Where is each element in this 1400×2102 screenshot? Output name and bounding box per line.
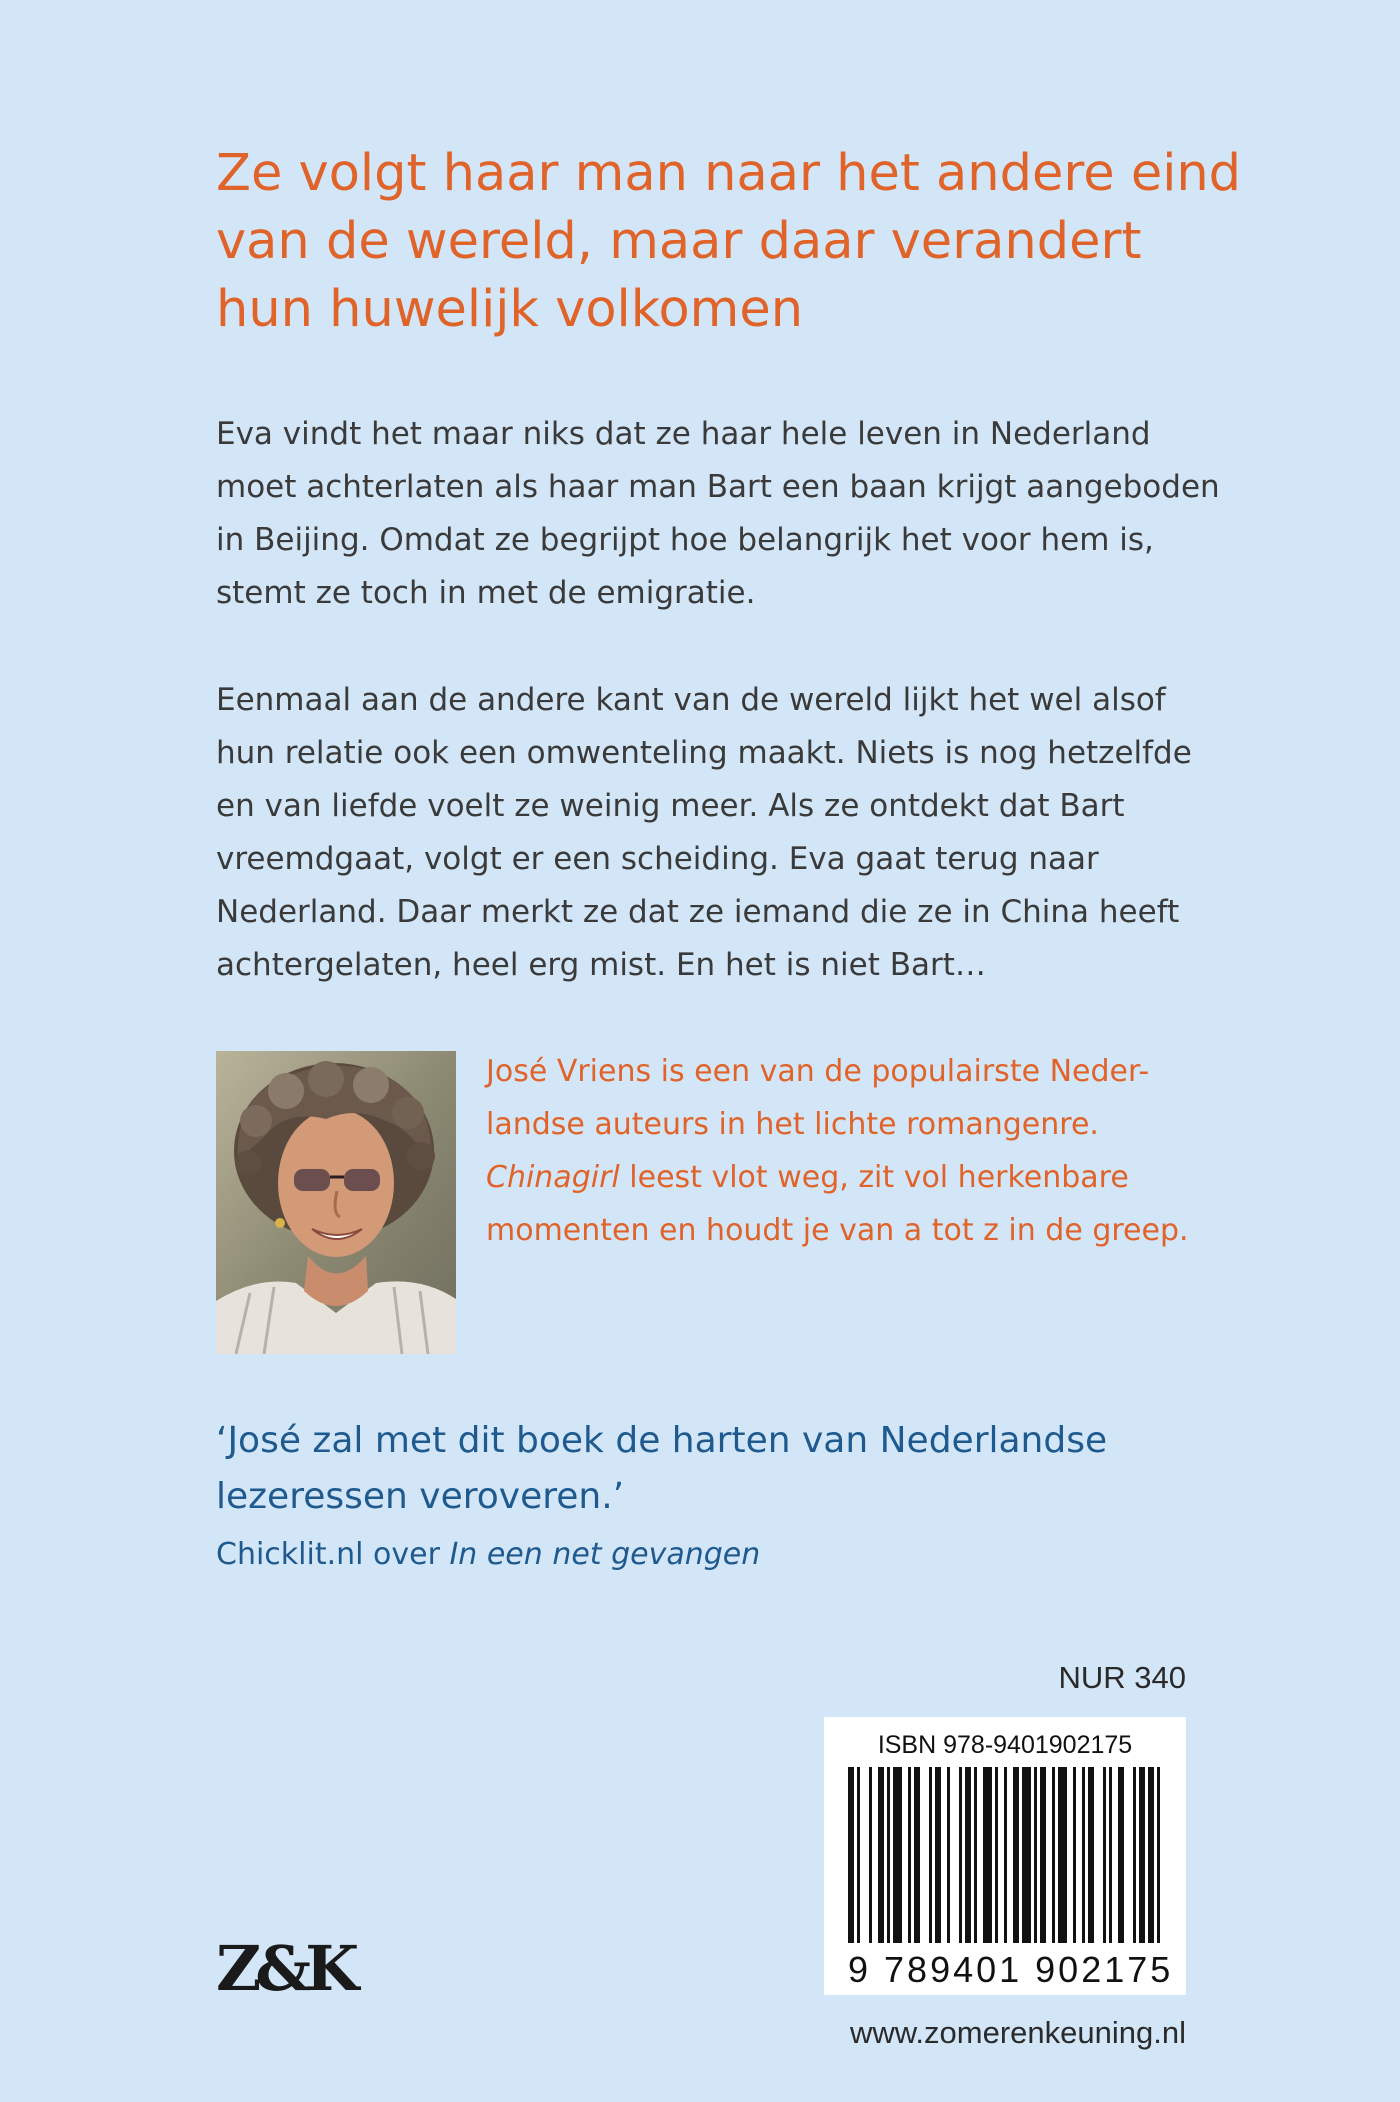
barcode-bar [857,1767,860,1943]
barcode-bar [908,1767,911,1943]
nur-code: NUR 340 [1058,1660,1186,1695]
barcode-bar [869,1767,872,1943]
isbn-number: ISBN 978-9401902175 [877,1731,1133,1759]
blurb-line: hun relatie ook een omwenteling maakt. Niets is nog hetzelfde [216,735,1192,771]
blurb-line: moet achterlaten als haar man Bart een baan krijgt aangeboden [216,469,1220,505]
quote-source-prefix: Chicklit.nl over [216,1537,450,1572]
barcode-bar [974,1767,977,1943]
barcode-bar [887,1767,890,1943]
barcode-bar [1058,1767,1067,1943]
barcode-bar [1118,1767,1124,1943]
barcode-bar [914,1767,920,1943]
headline-line: Ze volgt haar man naar het andere eind [216,144,1242,203]
blurb-line: in Beijing. Omdat ze begrijpt hoe belangrijk het voor hem is, [216,522,1154,558]
barcode-bar [1073,1767,1076,1943]
barcode-bar [1013,1767,1019,1943]
book-title: Chinagirl [486,1160,620,1195]
barcode-bar [1004,1767,1007,1943]
barcode-bar [878,1767,884,1943]
blurb-line: achtergelaten, heel erg mist. En het is niet Bart… [216,947,986,983]
back-cover-headline [216,140,1242,344]
barcode-bar [995,1767,998,1943]
barcode-bar [965,1767,971,1943]
quote-source-title: In een net gevangen [449,1537,761,1572]
blurb-line: stemt ze toch in met de emigratie. [216,575,756,611]
author-bio-line [486,1151,1186,1204]
author-bio [486,1045,1189,1257]
barcode-bar [1133,1767,1136,1943]
barcode-bar [1088,1767,1094,1943]
author-portrait-image [216,1051,456,1354]
barcode-bar [929,1767,932,1943]
author-photo [216,1051,456,1354]
barcode-bar [947,1767,950,1943]
publisher-website: www.zomerenkeuning.nl [849,2015,1186,2050]
barcode-bar [893,1767,902,1943]
blurb-line: en van liefde voelt ze weinig meer. Als ze ontdekt dat Bart [216,788,1125,824]
quote-line: ‘José zal met dit boek de harten van Nederlandse [216,1420,1108,1461]
publisher-logo: Z&K [216,1932,354,2005]
barcode-bar [983,1767,992,1943]
blurb-line: Nederland. Daar merkt ze dat ze iemand die ze in China heeft [216,894,1180,930]
ean-digits: 9 789401 902175 [848,1949,1174,1990]
blurb-paragraph-2 [216,674,1192,992]
blurb-line: Eva vindt het maar niks dat ze haar hele leven in Nederland [216,416,1151,452]
barcode-bar [935,1767,941,1943]
blurb-line: Eenmaal aan de andere kant van de wereld lijkt het wel alsof [216,682,1166,718]
barcode-bars [824,1767,1186,1953]
author-bio-line: landse auteurs in het lichte romangenre. [486,1107,1099,1142]
barcode-bar [1052,1767,1055,1943]
barcode-bar [1082,1767,1085,1943]
quote-line: lezeressen veroveren.’ [216,1476,625,1517]
barcode-bar [1139,1767,1145,1943]
barcode-bar [848,1767,854,1943]
review-quote [216,1413,1186,1525]
quote-source [216,1532,760,1578]
isbn-barcode [824,1717,1186,1995]
barcode-bar [1040,1767,1046,1943]
barcode-bar [959,1767,962,1943]
barcode-bar [1157,1767,1160,1943]
author-bio-line-rest: leest vlot weg, zit vol herkenbare [619,1160,1129,1195]
barcode-bar [1103,1767,1106,1943]
blurb-paragraph-1 [216,408,1220,620]
author-bio-line: José Vriens is een van de populairste Neder- [486,1054,1150,1089]
headline-line: hun huwelijk volkomen [216,280,804,339]
author-bio-line: momenten en houdt je van a tot z in de greep. [486,1213,1189,1248]
barcode-bar [1034,1767,1037,1943]
barcode-bar [1022,1767,1031,1943]
barcode-bar [1109,1767,1112,1943]
blurb-line: vreemdgaat, volgt er een scheiding. Eva gaat terug naar [216,841,1099,877]
headline-line: van de wereld, maar daar verandert [216,212,1142,271]
barcode-bar [1148,1767,1154,1943]
